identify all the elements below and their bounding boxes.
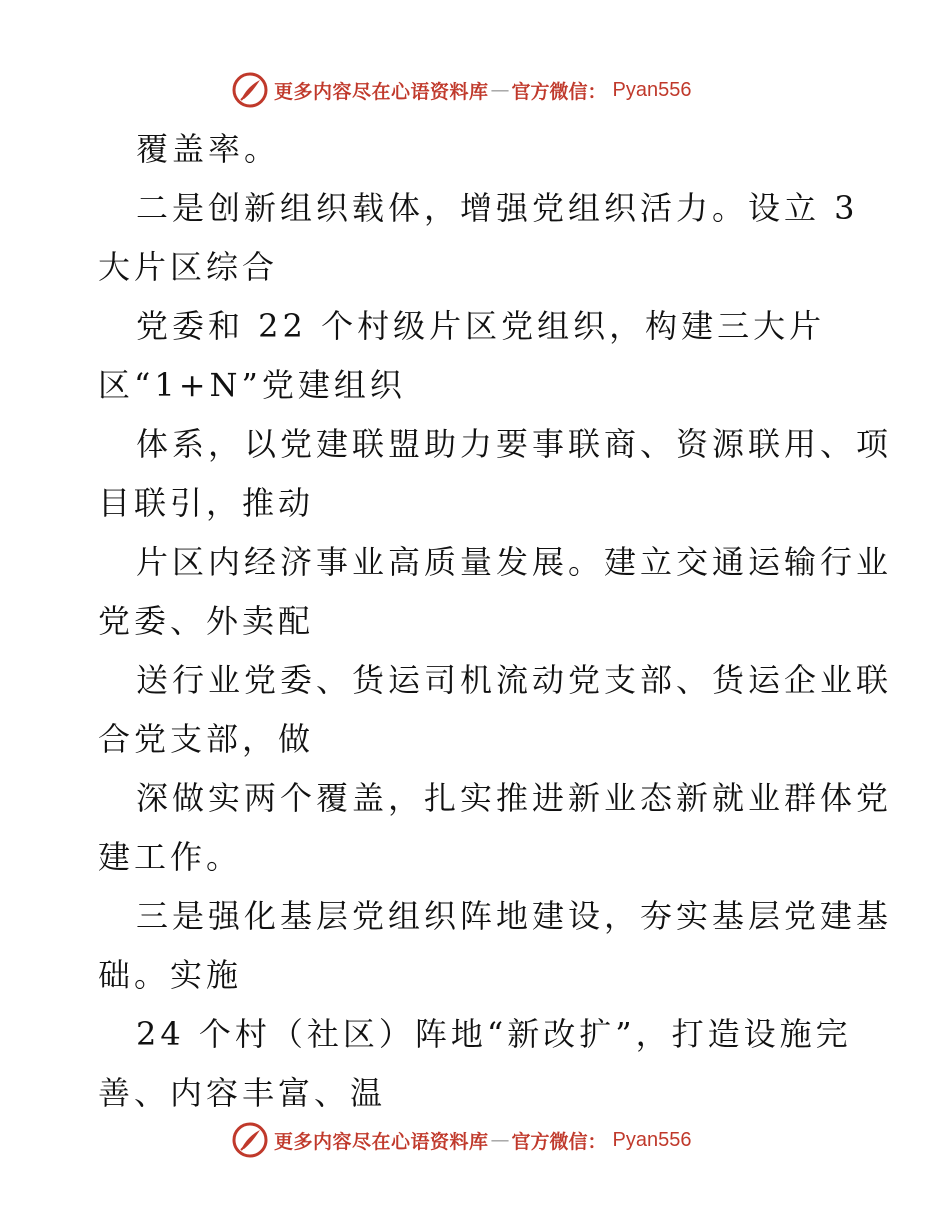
text-line: 二是创新组织载体，增强党组织活力。设立 3	[136, 189, 859, 227]
text-line: 24 个村（社区）阵地“新改扩”，打造设施完	[136, 1015, 852, 1053]
text-line: 础。实施	[98, 956, 243, 994]
watermark-separator: —	[490, 1129, 510, 1151]
text-line: 善、内容丰富、温	[98, 1074, 387, 1112]
watermark-wechat-id: Pyan556	[612, 78, 692, 101]
text-line: 党委、外卖配	[98, 602, 315, 640]
watermark-wechat-label: 官方微信：	[511, 1130, 607, 1153]
text-line: 覆盖率。	[136, 130, 281, 168]
header-watermark	[232, 70, 692, 110]
text-line: 体系，以党建联盟助力要事联商、资源联用、项	[136, 425, 893, 463]
quill-pen-logo-icon	[232, 1122, 268, 1158]
text-line: 目联引，推动	[98, 484, 315, 522]
footer-watermark	[232, 1120, 692, 1160]
quill-pen-logo-icon	[232, 72, 268, 108]
text-line: 三是强化基层党组织阵地建设，夯实基层党建基	[136, 897, 893, 935]
watermark-wechat-label: 官方微信：	[511, 80, 607, 103]
text-line: 大片区综合	[98, 248, 279, 286]
text-line: 党委和 22 个村级片区党组织，构建三大片	[136, 307, 826, 345]
text-line: 合党支部，做	[98, 720, 315, 758]
watermark-site-text: 更多内容尽在心语资料库	[274, 80, 489, 103]
text-line: 片区内经济事业高质量发展。建立交通运输行业	[136, 543, 893, 581]
watermark-separator: —	[490, 79, 510, 101]
text-line: 送行业党委、货运司机流动党支部、货运企业联	[136, 661, 893, 699]
watermark-site-text: 更多内容尽在心语资料库	[274, 1130, 489, 1153]
document-body	[98, 120, 893, 1123]
watermark-wechat-id: Pyan556	[612, 1128, 692, 1151]
text-line: 区“1+N”党建组织	[98, 366, 406, 404]
text-line: 建工作。	[98, 838, 243, 876]
text-line: 深做实两个覆盖，扎实推进新业态新就业群体党	[136, 779, 893, 817]
